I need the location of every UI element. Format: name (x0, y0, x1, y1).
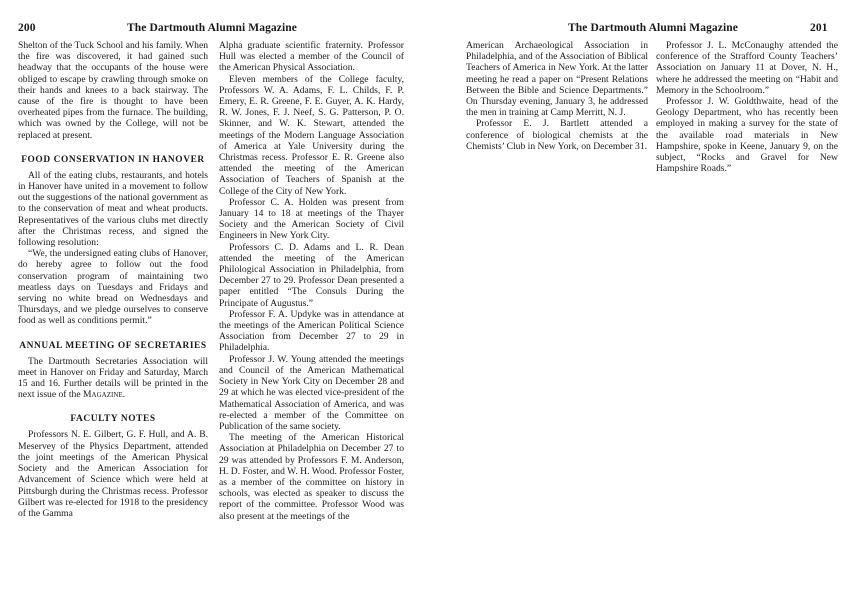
fire-paragraph: Shelton of the Tuck School and his family. When the fire was discovered, it had gained such headway that the occupants of the house were obliged to escape by crawling through smoke on their hands and knees to a back stairway. The cause of the fire is thought to have been overheated pipes from the furnace. The building, which was owned by the College, will not be replaced at present. (18, 40, 208, 141)
faculty-paragraph-1: Professors N. E. Gilbert, G. F. Hull, and A. B. Meservey of the Physics Department, attended the joint meetings of the American Physical Society and the American Association for Advancement of Science which were held at Pittsburgh during the Christmas recess. Professor Gilbert was re-elected for 1918 to the presidency of the Gamma (18, 429, 208, 519)
right-column-2 (656, 40, 838, 174)
bartlett-paragraph: Professor E. J. Bartlett attended a conference of biological chemists at the Chemists’ Club in New York, on December 31. (466, 118, 648, 152)
food-resolution-quote: “We, the undersigned eating clubs of Hanover, do hereby agree to follow out the food conservation program of maintaining two meatless days on Tuesdays and Fridays and serving no white bread on Wednesdays and Thursdays, and we pledge ourselves to conserve food as well as conditions permit.” (18, 248, 208, 327)
food-conservation-heading: FOOD CONSERVATION IN HANOVER (21, 154, 205, 165)
food-paragraph-1: All of the eating clubs, restaurants, and hotels in Hanover have united in a movement to follow out the suggestions of the national government as to the conservation of meat and wheat products. Representatives of the various clubs met directly after the Christmas recess, and signed the following resolution: (18, 169, 208, 249)
faculty-notes-heading: FACULTY NOTES (70, 414, 156, 425)
annual-meeting-end: . (122, 389, 126, 401)
right-page (426, 0, 852, 600)
running-head-right: The Dartmouth Alumni Magazine (568, 22, 738, 34)
young-paragraph: Professor J. W. Young attended the meetings and Council of the American Mathematical Society in New York City on December 28 and 29 at which he was elected vice-president of the Mathematical Association of America, and was re-elected a member of the Committee on Publication of the same society. (219, 353, 404, 432)
annual-meeting-heading: ANNUAL MEETING OF SECRETARIES (19, 340, 207, 351)
annual-meeting-text: The Dartmouth Secretaries Association will meet in Hanover on Friday and Saturday, March 15 and 16. Further details will be printed in the next issue of the (18, 355, 208, 401)
running-head-left: The Dartmouth Alumni Magazine (127, 22, 297, 34)
annual-meeting-paragraph (18, 356, 208, 401)
modern-language-paragraph: Eleven members of the College faculty, Professors W. A. Adams, F. L. Childs, F. P. Emery, E. R. Greene, F. E. Guyer, A. K. Hardy, R. W. Jones, F. J. Neef, S. G. Patterson, P. O. Skinner, and W. K. Stewart, attended the meetings of the Modern Language Association of America at Yale University during the Christmas recess. Professor E. R. Greene also attended the meeting of the American Association of Teachers of Spanish at the College of the City of New York. (219, 73, 404, 197)
holden-paragraph: Professor C. A. Holden was present from January 14 to 18 at meetings of the Thayer Society and the American Society of Civil Engineers in New York City. (219, 196, 404, 242)
page-number-right: 201 (810, 22, 828, 34)
archaeological-paragraph: American Archaeological Association in Philadelphia, and of the Association of Biblical Teachers of America in New York. At the latter meeting he read a paper on “Present Relations Between the Bible and Science Departments.” On Thursday evening, January 3, he addressed the men in training at Camp Merritt, N. J. (466, 40, 648, 119)
historical-paragraph: The meeting of the American Historical Association at Philadelphia on December 27 to 29 was attended by Professors F. M. Anderson, H. D. Foster, and W. H. Wood. Professor Foster, as a member of the committee on history in schools, was elected as speaker to discuss the report of the committee. Professor Wood was also present at the meetings of the (219, 432, 404, 522)
left-column-1 (18, 40, 208, 519)
gamma-alpha-paragraph: Alpha graduate scientific fraternity. Professor Hull was elected a member of the Council of the American Physical Association. (219, 40, 404, 74)
mcconaughy-paragraph: Professor J. L. McConaughy attended the conference of the Strafford County Teachers’ Association on January 11 at Dover, N. H., where he addressed the meeting on “Habit and Memory in the Schoolroom.” (656, 40, 838, 96)
philological-paragraph: Professors C. D. Adams and L. R. Dean attended the meeting of the American Philological Association in Philadelphia, from December 27 to 29. Professor Dean presented a paper entitled “The Consuls During the Principate of Augustus.” (219, 241, 404, 309)
page-number-left: 200 (18, 22, 36, 34)
goldthwaite-paragraph: Professor J. W. Goldthwaite, head of the Geology Department, who has recently been employed in making a survey for the state of the available road materials in New Hampshire, spoke in Keene, January 9, on the subject, “Rocks and Gravel for New Hampshire Roads.” (656, 96, 838, 175)
updyke-paragraph: Professor F. A. Updyke was in attendance at the meetings of the American Political Science Association from December 27 to 29 in Philadelphia. (219, 308, 404, 354)
right-column-1 (466, 40, 648, 152)
left-column-2 (219, 40, 404, 522)
magazine-name: Magazine (83, 389, 123, 401)
